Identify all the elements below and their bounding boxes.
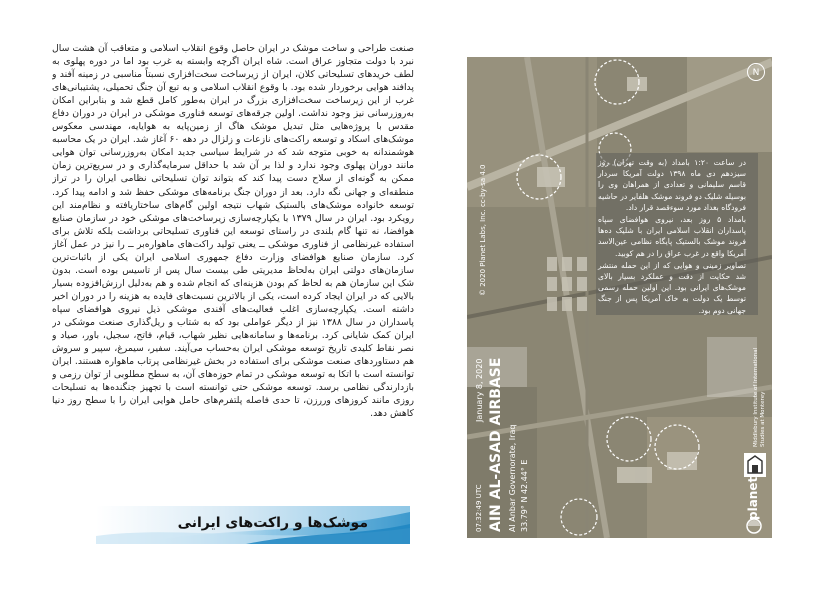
planet-brand-label: planet xyxy=(746,476,760,520)
banner-title: موشک‌ها و راکت‌های ایرانی xyxy=(177,515,368,531)
body-text-column xyxy=(52,42,414,480)
institute-logo xyxy=(744,453,766,477)
overlay-paragraph-3: تصاویر زمینی و هوایی که از این حمله منتشر شد حکایت از دقت و عملکرد بسیار بالای موشک‌های ایرانی بود. این اولین حمله رسمی توسط یک دولت به خاک آمریکا پس از جنگ جهانی دوم بود. xyxy=(598,260,746,315)
airbase-name-label: AIN AL-ASAD AIRBASE xyxy=(488,357,504,532)
overlay-caption xyxy=(598,157,746,317)
body-paragraph: صنعت طراحی و ساخت موشک در ایران حاصل وقوع انقلاب اسلامی و متعاقب آن هشت سال نبرد با دولت متجاوز عراق است. شاه ایران اگرچه وابسته به غرب بود اما در دوره پهلوی به لطف خریدهای تسلیحاتی کلان، ایران از زیرساخت سخت‌افزاری نسبتاً مناسبی در زمینه آفند و پدافند هوایی برخوردار شده بود. با وقوع انقلاب اسلامی و به تبع آن جنگ تحمیلی، پشتیبانی‌های غرب از این زیرساخت سخت‌افزاری بزرگ در ایران به‌طور کامل قطع شد و بنابراین امکان به‌روزرسانی نیز وجود نداشت. اولین جرقه‌های توسعه فناوری موشکی در ایران در دوران دفاع مقدس با پروژه‌هایی مثل تبدیل موشک هاگ از زمین‌پایه به هوایایه، مهندسی معکوس موشک‌های اسکاد و توسعه راکت‌های نازعات و زلزال در دهه ۶۰ آغاز شد. ایران در یک محاسبه هوشمندانه به خوبی متوجه شد که در شرایط سیاسی جدید امکان به‌روزرسانی توان هوایی مانند دوران پهلوی وجود ندارد و لذا بر آن شد با حداقل سرمایه‌گذاری و در سریع‌ترین زمان ممکن به گونه‌ای از سلاح دست پیدا کند که بتواند توان تسلیحاتی نظامی ایران را در تراز منطقه‌ای و جهانی نگه دارد. بعد از دوران جنگ برنامه‌های موشکی حفظ شد و ادامه پیدا کرد. توسعه خانواده موشک‌های بالستیک شهاب نتیجه اولین گام‌های ساختاریافته و نظام‌مند این رویکرد بود. ایران در سال ۱۳۷۹ با یکپارچه‌سازی زیرساخت‌های موشکی خود در سازمان صنایع هوافضا، نه تنها گام بلندی در راستای توسعه این فناوری تسلیحاتی برداشت بلکه تلاش برای استفاده غیرنظامی از فناوری موشکی ــ یعنی تولید راکت‌های ماهواره‌بر ــ را نیز در عمل آغاز کرد. سازمان صنایع هوافضای وزارت دفاع جمهوری اسلامی ایران یکی از باثبات‌ترین سازمان‌های دولتی ایران به‌لحاظ مدیریتی طی بیست سال پس از تاسیس بوده است. بدون شک این سازمان هم به لحاظ کم بودن هزینه‌ای که انجام شده و هم به‌دلیل ارزش‌افزوده بسیار بالایی که در ایران ایجاد کرده است، یکی از بالاترین نسبت‌های فایده به هزینه را در دوران اخیر داشته است. یکپارچه‌سازی اغلب فعالیت‌های آفندی موشکی ذیل نیروی هوافضای سپاه پاسداران در سال ۱۳۸۸ نیز از دیگر عواملی بود که به شتاب و ریل‌گذاری صنعت موشکی در ایران کمک شایانی کرد. برنامه‌ها و سامانه‌هایی نظیر شهاب، قیام، فاتح، سجیل، باور، صیاد و نصر نقاط کلیدی تاریخ توسعه موشکی ایران به‌حساب می‌آیند. سفیر، سیمرغ، سپیر و سروش هم دستاوردهای صنعت موشکی برای استفاده در بخش غیرنظامی پرتاب ماهواره هستند. ایران توانسته است با اتکا به توسعه موشکی در تمام حوزه‌های آن، به سطح مطلوبی از توان رزمی و بازدارندگی نظامی برسد. توسعه موشکی حتی توانسته است با تجهیز جنگنده‌ها به تسلیحات روزی مانند کروزهای وررزن، تا حدی فاصله پلتفرم‌های حامل هوایی ایران را با سطح روز دنیا کاهش دهد. xyxy=(52,43,414,420)
overlay-paragraph-1: در ساعت ۱:۲۰ بامداد (به وقت تهران) روز سیزدهم دی ماه ۱۳۹۸ دولت آمریکا سردار قاسم سلیمانی و تعدادی از همراهان وی را بوسیله شلیک دو فروند موشک هلفایر در حاشیه فرودگاه بغداد مورد سوءقصد قرار داد. xyxy=(598,158,746,212)
timestamp-label: 07:32:49 UTC xyxy=(475,484,483,532)
coordinates-label: 33.79° N 42.44° E xyxy=(520,459,529,532)
image-date-label: January 8, 2020 xyxy=(475,358,484,422)
institute-logo-graphic xyxy=(744,453,766,477)
copyright-label: © 2020 Planet Labs, Inc. cc-by-sa 4.0 xyxy=(479,164,487,296)
north-arrow-icon: N xyxy=(747,63,765,81)
location-label: Al Anbar Governorate, Iraq xyxy=(508,424,517,532)
institute-name-label: Middlebury Institute of International Studies at Monterey xyxy=(753,347,766,447)
overlay-paragraph-2: بامداد ۵ روز بعد، نیروی هوافضای سپاه پاسداران انقلاب اسلامی ایران با شلیک ده‌ها فروند موشک بالستیک پایگاه نظامی عین‌الاسد آمریکا واقع در غرب عراق را در هم کوبید. xyxy=(598,215,747,258)
section-banner xyxy=(96,506,410,544)
